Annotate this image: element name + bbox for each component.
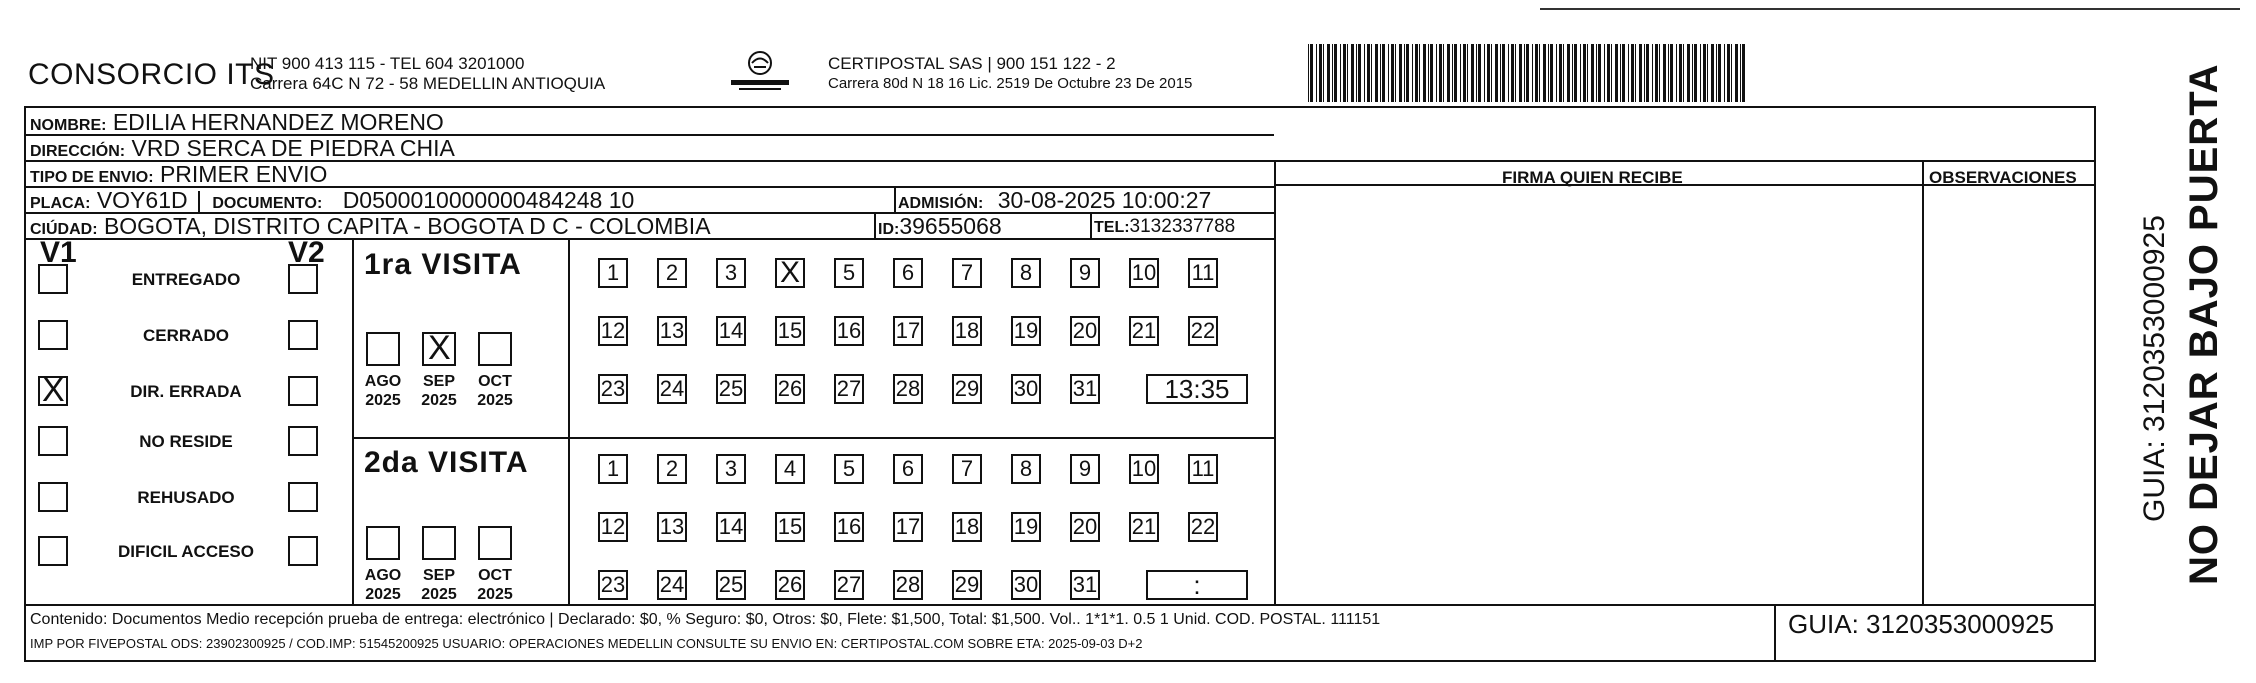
company-name: CONSORCIO ITS: [28, 58, 275, 91]
month-name: SEP: [422, 373, 455, 390]
documento-label: DOCUMENTO:: [212, 195, 323, 212]
direccion-label: DIRECCIÓN:: [30, 143, 126, 160]
id-cell: [878, 213, 1002, 243]
day-box[interactable]: 27: [834, 374, 864, 404]
month-label: [409, 372, 469, 410]
month-name: OCT: [478, 373, 512, 390]
day-box[interactable]: 22: [1188, 512, 1218, 542]
company-info: [250, 54, 605, 94]
day-box[interactable]: 3: [716, 454, 746, 484]
day-box[interactable]: 6: [893, 454, 923, 484]
footer-divider: [26, 604, 2096, 606]
day-box[interactable]: 15: [775, 316, 805, 346]
tipo-label: TIPO DE ENVIO:: [30, 169, 154, 186]
day-box[interactable]: 2: [657, 258, 687, 288]
admision-value: 30-08-2025 10:00:27: [997, 187, 1212, 213]
day-box[interactable]: 14: [716, 316, 746, 346]
top-rule: [1540, 8, 2240, 10]
month-label: [409, 566, 469, 604]
status-label: ENTREGADO: [131, 270, 241, 289]
side-guia: GUIA: 3120353000925: [2138, 215, 2171, 522]
day-box[interactable]: 15: [775, 512, 805, 542]
day-box[interactable]: 4: [775, 454, 805, 484]
nombre-value: EDILIA HERNANDEZ MORENO: [112, 109, 444, 135]
company-address: Carrera 64C N 72 - 58 MEDELLIN ANTIOQUIA: [250, 74, 606, 93]
documento-value: D0500010000000484248 10: [342, 187, 635, 213]
day-box[interactable]: 19: [1011, 512, 1041, 542]
day-box[interactable]: 23: [598, 570, 628, 600]
day-box[interactable]: 10: [1129, 258, 1159, 288]
direccion-value: VRD SERCA DE PIEDRA CHIA: [131, 135, 455, 161]
day-box[interactable]: 30: [1011, 570, 1041, 600]
row-divider: [352, 437, 1274, 439]
month-checkbox[interactable]: [422, 329, 456, 367]
tipo-value: PRIMER ENVIO: [159, 161, 328, 187]
day-box[interactable]: 5: [834, 258, 864, 288]
tel-label: TEL:: [1094, 219, 1130, 236]
postal-name: CERTIPOSTAL SAS | 900 151 122 - 2: [828, 54, 1116, 73]
month-checkbox[interactable]: [478, 526, 512, 560]
day-box[interactable]: 7: [952, 258, 982, 288]
v2-checkbox[interactable]: [288, 536, 318, 566]
nombre-label: NOMBRE:: [30, 117, 107, 134]
day-box[interactable]: 25: [716, 374, 746, 404]
side-notice: NO DEJAR BAJO PUERTA: [2182, 63, 2226, 585]
day-box[interactable]: 14: [716, 512, 746, 542]
time-box[interactable]: 13:35: [1146, 374, 1248, 404]
status-label: DIR. ERRADA: [130, 382, 242, 401]
v1-label: V1: [40, 236, 77, 269]
month-label: [353, 372, 413, 410]
day-box[interactable]: 20: [1070, 512, 1100, 542]
month-year: 2025: [477, 586, 513, 603]
ciudad-value: BOGOTA, DISTRITO CAPITA - BOGOTA D C - COLOMBIA: [103, 213, 711, 239]
day-box[interactable]: 9: [1070, 258, 1100, 288]
col-divider: [568, 238, 570, 606]
month-year: 2025: [421, 586, 457, 603]
certipostal-logo-icon: [725, 48, 795, 94]
day-box[interactable]: 19: [1011, 316, 1041, 346]
postal-address: Carrera 80d N 18 16 Lic. 2519 De Octubre 23 De 2015: [828, 75, 1193, 92]
day-box[interactable]: 26: [775, 570, 805, 600]
month-name: OCT: [478, 567, 512, 584]
month-year: 2025: [365, 392, 401, 409]
status-label: DIFICIL ACCESO: [117, 542, 254, 561]
day-box[interactable]: 31: [1070, 570, 1100, 600]
v2-checkbox[interactable]: [288, 482, 318, 512]
v1-check-mark: X: [42, 371, 65, 409]
day-box[interactable]: X: [775, 258, 805, 288]
month-checkbox[interactable]: [478, 332, 512, 366]
month-label: [465, 566, 525, 604]
v2-checkbox[interactable]: [288, 320, 318, 350]
ciudad-row: [30, 213, 711, 243]
tel-cell: [1094, 214, 1235, 241]
day-box[interactable]: 1: [598, 454, 628, 484]
col-divider: [1774, 604, 1776, 662]
id-label: ID:: [878, 221, 900, 238]
admision-label: ADMISIÓN:: [898, 195, 984, 212]
col-divider: [874, 212, 876, 238]
day-box[interactable]: 25: [716, 570, 746, 600]
day-box[interactable]: 16: [834, 316, 864, 346]
status-label: NO RESIDE: [139, 432, 233, 451]
day-box[interactable]: 21: [1129, 316, 1159, 346]
day-box[interactable]: 10: [1129, 454, 1159, 484]
company-nit-tel: NIT 900 413 115 - TEL 604 3201000: [250, 54, 525, 73]
barcode-icon: [1308, 44, 1748, 102]
status-label: CERRADO: [143, 326, 229, 345]
time-box[interactable]: :: [1146, 570, 1248, 600]
day-box[interactable]: 12: [598, 316, 628, 346]
placa-value: VOY61D: [96, 187, 188, 213]
month-year: 2025: [477, 392, 513, 409]
day-box[interactable]: 3: [716, 258, 746, 288]
tel-value: 3132337788: [1129, 216, 1236, 237]
day-box[interactable]: 30: [1011, 374, 1041, 404]
v1-checkbox[interactable]: [38, 482, 68, 512]
month-year: 2025: [421, 392, 457, 409]
day-box[interactable]: 17: [893, 512, 923, 542]
month-name: SEP: [422, 567, 455, 584]
month-label: [465, 372, 525, 410]
day-box[interactable]: 8: [1011, 258, 1041, 288]
day-box[interactable]: 13: [657, 316, 687, 346]
month-checkbox[interactable]: [366, 526, 400, 560]
v1-checkbox[interactable]: [38, 371, 68, 409]
day-box[interactable]: 29: [952, 374, 982, 404]
month-year: 2025: [365, 586, 401, 603]
day-box[interactable]: 1: [598, 258, 628, 288]
day-box[interactable]: 9: [1070, 454, 1100, 484]
day-box[interactable]: 21: [1129, 512, 1159, 542]
day-box[interactable]: 24: [657, 570, 687, 600]
visit2-title: 2da VISITA: [364, 446, 529, 479]
visit1-title: 1ra VISITA: [364, 248, 522, 281]
day-box[interactable]: 2: [657, 454, 687, 484]
v1-checkbox[interactable]: [38, 426, 68, 456]
day-box[interactable]: 12: [598, 512, 628, 542]
day-box[interactable]: 31: [1070, 374, 1100, 404]
day-box[interactable]: 6: [893, 258, 923, 288]
day-box[interactable]: 18: [952, 316, 982, 346]
footer-print-info: IMP POR FIVEPOSTAL ODS: 23902300925 / COD.IMP: 51545200925 USUARIO: OPERACIONES MEDELLIN CONSULTE SU ENVIO EN: CERTIPOSTAL.COM SOBRE ETA: 2025-09-03 D+2: [30, 636, 1143, 651]
v1-checkbox[interactable]: [38, 264, 68, 294]
day-box[interactable]: 28: [893, 374, 923, 404]
month-checkbox[interactable]: [422, 526, 456, 560]
day-box[interactable]: 26: [775, 374, 805, 404]
day-box[interactable]: 20: [1070, 316, 1100, 346]
day-box[interactable]: 24: [657, 374, 687, 404]
postal-info: [828, 54, 1192, 94]
day-box[interactable]: 22: [1188, 316, 1218, 346]
col-divider: [352, 238, 354, 606]
id-value: 39655068: [899, 213, 1002, 239]
placa-label: PLACA:: [30, 195, 91, 212]
month-check-mark: X: [428, 329, 451, 367]
day-box[interactable]: 5: [834, 454, 864, 484]
v2-checkbox[interactable]: [288, 264, 318, 294]
day-box[interactable]: 11: [1188, 454, 1218, 484]
col-divider: [1922, 160, 1924, 606]
v2-checkbox[interactable]: [288, 376, 318, 406]
day-box[interactable]: 28: [893, 570, 923, 600]
month-label: [353, 566, 413, 604]
col-divider: [1274, 160, 1276, 606]
day-box[interactable]: 13: [657, 512, 687, 542]
footer-contents: Contenido: Documentos Medio recepción prueba de entrega: electrónico | Declarado: $0, % Seguro: $0, Otros: $0, Flete: $1,500, Total: $1,500. Vol.. 1*1*1. 0.5 1 Unid. COD. POSTAL. 111151: [30, 611, 1381, 628]
day-box[interactable]: 11: [1188, 258, 1218, 288]
observaciones-header: OBSERVACIONES: [1929, 168, 2077, 187]
v2-label: V2: [288, 236, 325, 269]
col-divider: [894, 186, 896, 212]
day-box[interactable]: 8: [1011, 454, 1041, 484]
shipping-label-frame: [24, 106, 2096, 662]
month-checkbox[interactable]: [366, 332, 400, 366]
month-name: AGO: [364, 567, 402, 584]
month-name: AGO: [364, 373, 402, 390]
day-box[interactable]: 27: [834, 570, 864, 600]
day-box[interactable]: 23: [598, 374, 628, 404]
day-box[interactable]: 7: [952, 454, 982, 484]
status-label: REHUSADO: [137, 488, 235, 507]
v2-checkbox[interactable]: [288, 426, 318, 456]
day-box[interactable]: 29: [952, 570, 982, 600]
firma-header: FIRMA QUIEN RECIBE: [1502, 168, 1683, 187]
ciudad-label: CIÚDAD:: [30, 221, 98, 238]
v1-checkbox[interactable]: [38, 320, 68, 350]
footer-guia: GUIA: 3120353000925: [1788, 609, 2054, 639]
day-box[interactable]: 18: [952, 512, 982, 542]
v1-checkbox[interactable]: [38, 536, 68, 566]
day-box[interactable]: 16: [834, 512, 864, 542]
day-box[interactable]: 17: [893, 316, 923, 346]
